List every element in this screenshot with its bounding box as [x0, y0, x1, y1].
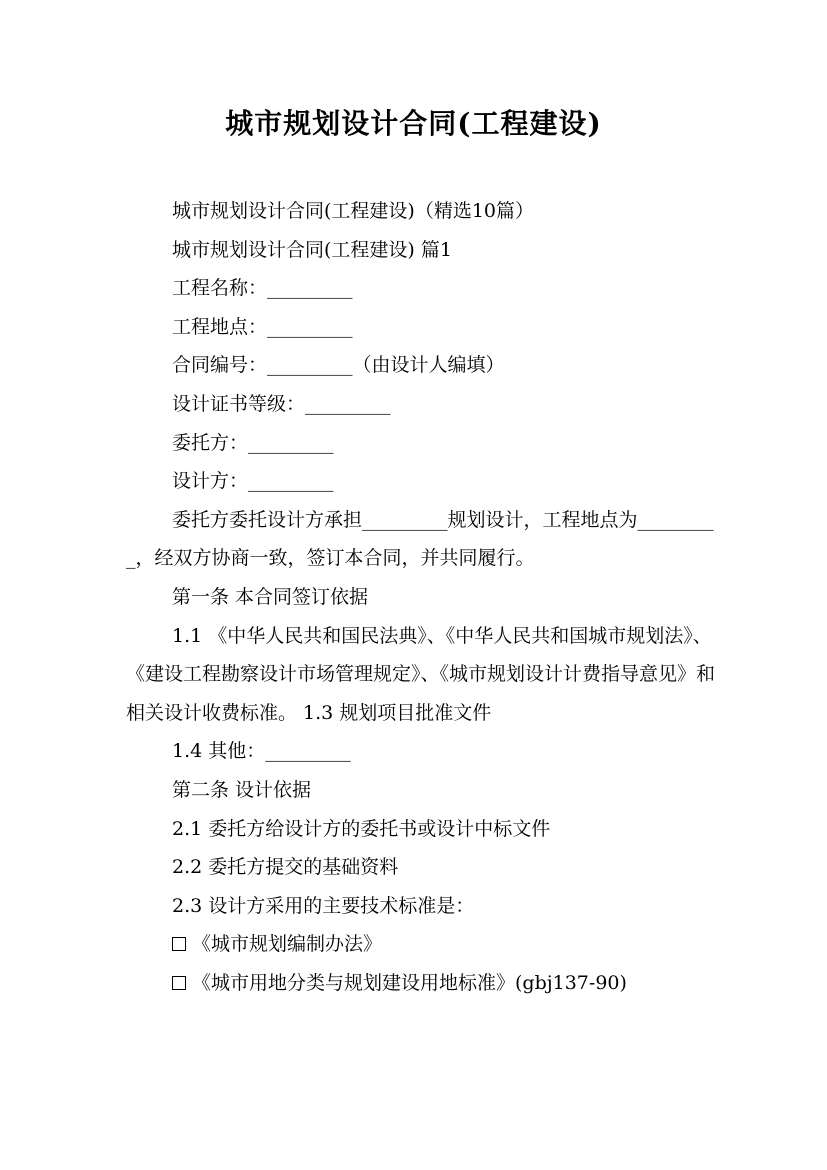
article-1-heading: 第一条 本合同签订依据	[172, 585, 369, 608]
article-2-3-line: 2.3 设计方采用的主要技术标准是：	[172, 894, 475, 917]
checkbox-icon[interactable]	[172, 937, 186, 951]
designer-line: 设计方：_________	[172, 470, 334, 493]
checkbox-icon[interactable]	[172, 976, 186, 990]
document-title: 城市规划设计合同(工程建设)	[225, 107, 602, 140]
standard-1-line	[126, 925, 716, 964]
contract-number-line: 合同编号：_________（由设计人编填）	[172, 354, 505, 377]
standard-2-text: 《城市用地分类与规划建设用地标准》(gbj137-90)	[192, 971, 627, 994]
certificate-level-line: 设计证书等级：_________	[172, 392, 391, 415]
subtitle-line: 城市规划设计合同(工程建设)（精选10篇）	[172, 200, 535, 222]
project-location-line: 工程地点：_________	[172, 315, 353, 338]
chapter-heading: 城市规划设计合同(工程建设) 篇1	[172, 238, 452, 261]
client-line: 委托方：_________	[172, 431, 334, 454]
article-1-1-paragraph: 1.1 《中华人民共和国民法典》、《中华人民共和国城市规划法》、《建设工程勘察设计市场管理规定》、《城市规划设计计费指导意见》和相关设计收费标准。 1.3 规划项目批准文件	[126, 624, 716, 724]
article-2-heading: 第二条 设计依据	[172, 778, 312, 801]
document-body	[126, 192, 716, 1002]
standard-2-line	[126, 964, 716, 1003]
article-1-4-line: 1.4 其他：_________	[172, 740, 351, 763]
article-2-2-line: 2.2 委托方提交的基础资料	[172, 856, 399, 879]
project-name-line: 工程名称：_________	[172, 277, 353, 300]
standard-1-text: 《城市规划编制办法》	[192, 933, 383, 956]
intro-paragraph: 委托方委托设计方承担_________规划设计，工程地点为_________，经双方协商一致，签订本合同，并共同履行。	[126, 508, 714, 570]
article-2-1-line: 2.1 委托方给设计方的委托书或设计中标文件	[172, 817, 551, 840]
